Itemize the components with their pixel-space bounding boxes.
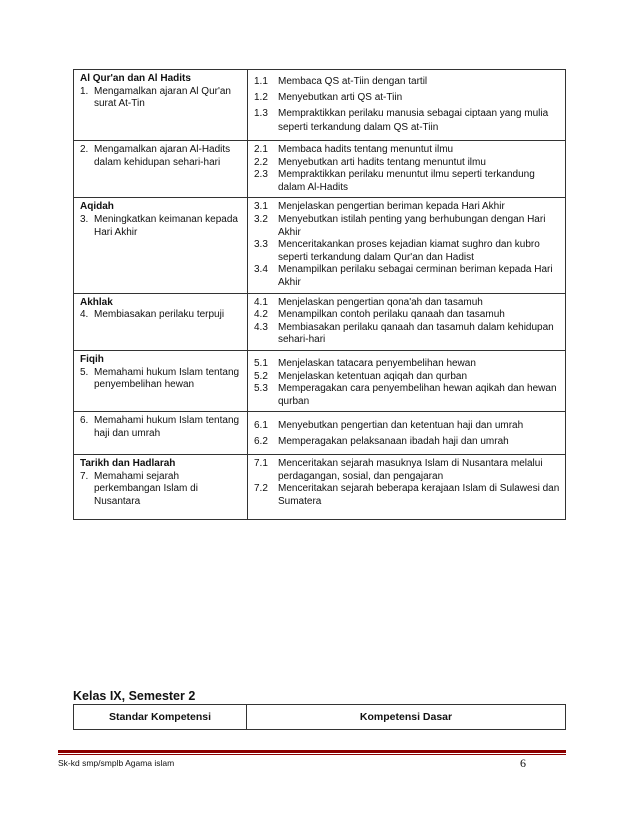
kd-text: Menjelaskan ketentuan aqiqah dan qurban bbox=[278, 370, 468, 382]
kd-text: Membaca QS at-Tiin dengan tartil bbox=[278, 76, 428, 87]
kd-item bbox=[254, 264, 561, 289]
sk-cell bbox=[74, 141, 248, 198]
kd-number: 5.2 bbox=[254, 370, 268, 382]
kd-number: 3.2 bbox=[254, 213, 268, 225]
kd-cell bbox=[248, 198, 566, 293]
kd-number: 4.2 bbox=[254, 309, 268, 321]
kd-number: 6.2 bbox=[254, 436, 268, 448]
kd-number: 2.3 bbox=[254, 169, 268, 181]
kd-text: Memperagakan cara penyembelihan hewan aqikah dan hewan qurban bbox=[278, 383, 557, 407]
kd-item bbox=[254, 201, 561, 214]
kd-text: Menjelaskan pengertian beriman kepada Hari Akhir bbox=[278, 201, 505, 213]
sk-number: 6. bbox=[80, 415, 89, 427]
sk-cell bbox=[74, 455, 248, 519]
sk-item bbox=[80, 415, 243, 440]
kd-item bbox=[254, 383, 561, 408]
sk-cell bbox=[74, 198, 248, 293]
kd-item bbox=[254, 239, 561, 264]
table-row bbox=[74, 141, 566, 198]
kd-item bbox=[254, 75, 561, 89]
kd-number: 4.3 bbox=[254, 321, 268, 333]
kd-text: Membiasakan perilaku qanaah dan tasamuh dalam kehidupan sehari-hari bbox=[278, 321, 554, 346]
sk-cell bbox=[74, 412, 248, 455]
kd-cell bbox=[248, 350, 566, 411]
kd-number: 7.2 bbox=[254, 483, 268, 495]
kd-item bbox=[254, 157, 561, 170]
sk-heading: Al Qur'an dan Al Hadits bbox=[80, 73, 191, 84]
kd-text: Menceritakan sejarah masuknya Islam di Nusantara melalui perdagangan, sosial, dan pengajaran bbox=[278, 458, 543, 482]
kd-number: 4.1 bbox=[254, 296, 268, 308]
kd-number: 3.4 bbox=[254, 264, 268, 276]
sk-cell bbox=[74, 350, 248, 411]
kd-number: 1.3 bbox=[254, 108, 268, 119]
sk-cell bbox=[74, 70, 248, 141]
sk-text: Memahami sejarah perkembangan Islam di Nusantara bbox=[94, 470, 198, 508]
kd-text: Menceritakan sejarah beberapa kerajaan Islam di Sulawesi dan Sumatera bbox=[278, 483, 560, 508]
kd-cell bbox=[248, 141, 566, 198]
kd-text: Menjelaskan tatacara penyembelihan hewan bbox=[278, 357, 476, 369]
kd-item bbox=[254, 107, 561, 135]
kd-text: Menyebutkan pengertian dan ketentuan haji dan umrah bbox=[278, 420, 524, 432]
kd-text: Menjelaskan pengertian qona'ah dan tasamuh bbox=[278, 296, 483, 308]
kd-item bbox=[254, 435, 561, 449]
kd-text: Memperagakan pelaksanaan ibadah haji dan umrah bbox=[278, 436, 509, 448]
kd-number: 2.1 bbox=[254, 144, 268, 155]
table-row bbox=[74, 198, 566, 293]
section2-header-table bbox=[73, 704, 566, 730]
footer-rule-thin bbox=[58, 754, 566, 755]
kd-cell bbox=[248, 455, 566, 519]
sk-item bbox=[80, 86, 243, 111]
kd-item bbox=[254, 371, 561, 384]
kd-cell bbox=[248, 412, 566, 455]
sk-number: 3. bbox=[80, 213, 89, 225]
sk-text: Membiasakan perilaku terpuji bbox=[94, 309, 225, 321]
kd-item bbox=[254, 322, 561, 347]
column-header-kompetensi: Kompetensi Dasar bbox=[247, 705, 566, 730]
table-row bbox=[74, 412, 566, 455]
sk-number: 7. bbox=[80, 470, 89, 482]
table-row bbox=[74, 455, 566, 519]
kd-item bbox=[254, 419, 561, 433]
sk-heading: Fiqih bbox=[80, 353, 104, 365]
kd-text: Menampilkan contoh perilaku qanaah dan tasamuh bbox=[278, 309, 505, 321]
section-title: Kelas IX, Semester 2 bbox=[73, 689, 196, 703]
sk-item bbox=[80, 214, 243, 239]
kd-text: Menyebutkan arti hadits tentang menuntut ilmu bbox=[278, 156, 486, 168]
sk-text: Mengamalkan ajaran Al Qur'an surat At-Tin bbox=[94, 85, 231, 110]
kd-text: Mempraktikkan perilaku menuntut ilmu seperti terkandung dalam Al-Hadits bbox=[278, 169, 535, 193]
kd-number: 7.1 bbox=[254, 458, 268, 470]
kd-number: 6.1 bbox=[254, 420, 268, 432]
sk-item bbox=[80, 367, 243, 392]
kd-number: 5.1 bbox=[254, 357, 268, 369]
sk-item bbox=[80, 471, 243, 509]
sk-item bbox=[80, 144, 243, 169]
kd-text: Membaca hadits tentang menuntut ilmu bbox=[278, 144, 454, 155]
table-row bbox=[74, 293, 566, 350]
sk-heading: Akhlak bbox=[80, 296, 113, 308]
kd-number: 2.2 bbox=[254, 156, 268, 168]
table-header-row bbox=[74, 705, 566, 730]
page-number: 6 bbox=[520, 756, 526, 770]
footer-rule-thick bbox=[58, 750, 566, 753]
kd-cell bbox=[248, 70, 566, 141]
sk-cell bbox=[74, 293, 248, 350]
kd-text: Menyebutkan istilah penting yang berhubungan dengan Hari Akhir bbox=[278, 213, 546, 238]
sk-number: 5. bbox=[80, 366, 89, 378]
kd-item bbox=[254, 458, 561, 483]
sk-heading: Aqidah bbox=[80, 201, 114, 213]
kd-item bbox=[254, 297, 561, 310]
sk-number: 1. bbox=[80, 85, 89, 97]
kd-item bbox=[254, 358, 561, 371]
kd-item bbox=[254, 91, 561, 105]
kd-item bbox=[254, 214, 561, 239]
sk-text: Mengamalkan ajaran Al-Hadits dalam kehidupan sehari-hari bbox=[94, 144, 231, 168]
kd-item bbox=[254, 483, 561, 508]
footer-label: Sk-kd smp/smplb Agama islam bbox=[58, 758, 175, 768]
kd-cell bbox=[248, 293, 566, 350]
kd-item bbox=[254, 309, 561, 322]
table-row bbox=[74, 70, 566, 141]
sk-text: Memahami hukum Islam tentang haji dan umrah bbox=[94, 415, 240, 439]
kd-number: 1.1 bbox=[254, 76, 268, 87]
kd-item bbox=[254, 169, 561, 194]
kd-number: 3.1 bbox=[254, 201, 268, 213]
sk-heading: Tarikh dan Hadlarah bbox=[80, 458, 176, 470]
sk-item bbox=[80, 309, 243, 322]
kd-number: 5.3 bbox=[254, 383, 268, 395]
kd-number: 3.3 bbox=[254, 239, 268, 251]
kd-text: Menampilkan perilaku sebagai cerminan beriman kepada Hari Akhir bbox=[278, 264, 553, 288]
kd-text: Menyebutkan arti QS at-Tiin bbox=[278, 92, 403, 103]
table-row bbox=[74, 350, 566, 411]
competency-table bbox=[73, 69, 566, 520]
column-header-standar: Standar Kompetensi bbox=[74, 705, 247, 730]
sk-number: 4. bbox=[80, 309, 89, 321]
kd-number: 1.2 bbox=[254, 92, 268, 103]
kd-text: Mempraktikkan perilaku manusia sebagai ciptaan yang mulia seperti terkandung dalam QS at-Tiin bbox=[278, 108, 549, 133]
kd-text: Menceritakankan proses kejadian kiamat sughro dan kubro seperti terkandung dalam Qur'an dan Hadist bbox=[278, 239, 540, 263]
kd-item bbox=[254, 144, 561, 157]
sk-text: Meningkatkan keimanan kepada Hari Akhir bbox=[94, 213, 238, 238]
sk-text: Memahami hukum Islam tentang penyembelihan hewan bbox=[94, 366, 240, 391]
sk-number: 2. bbox=[80, 144, 89, 155]
